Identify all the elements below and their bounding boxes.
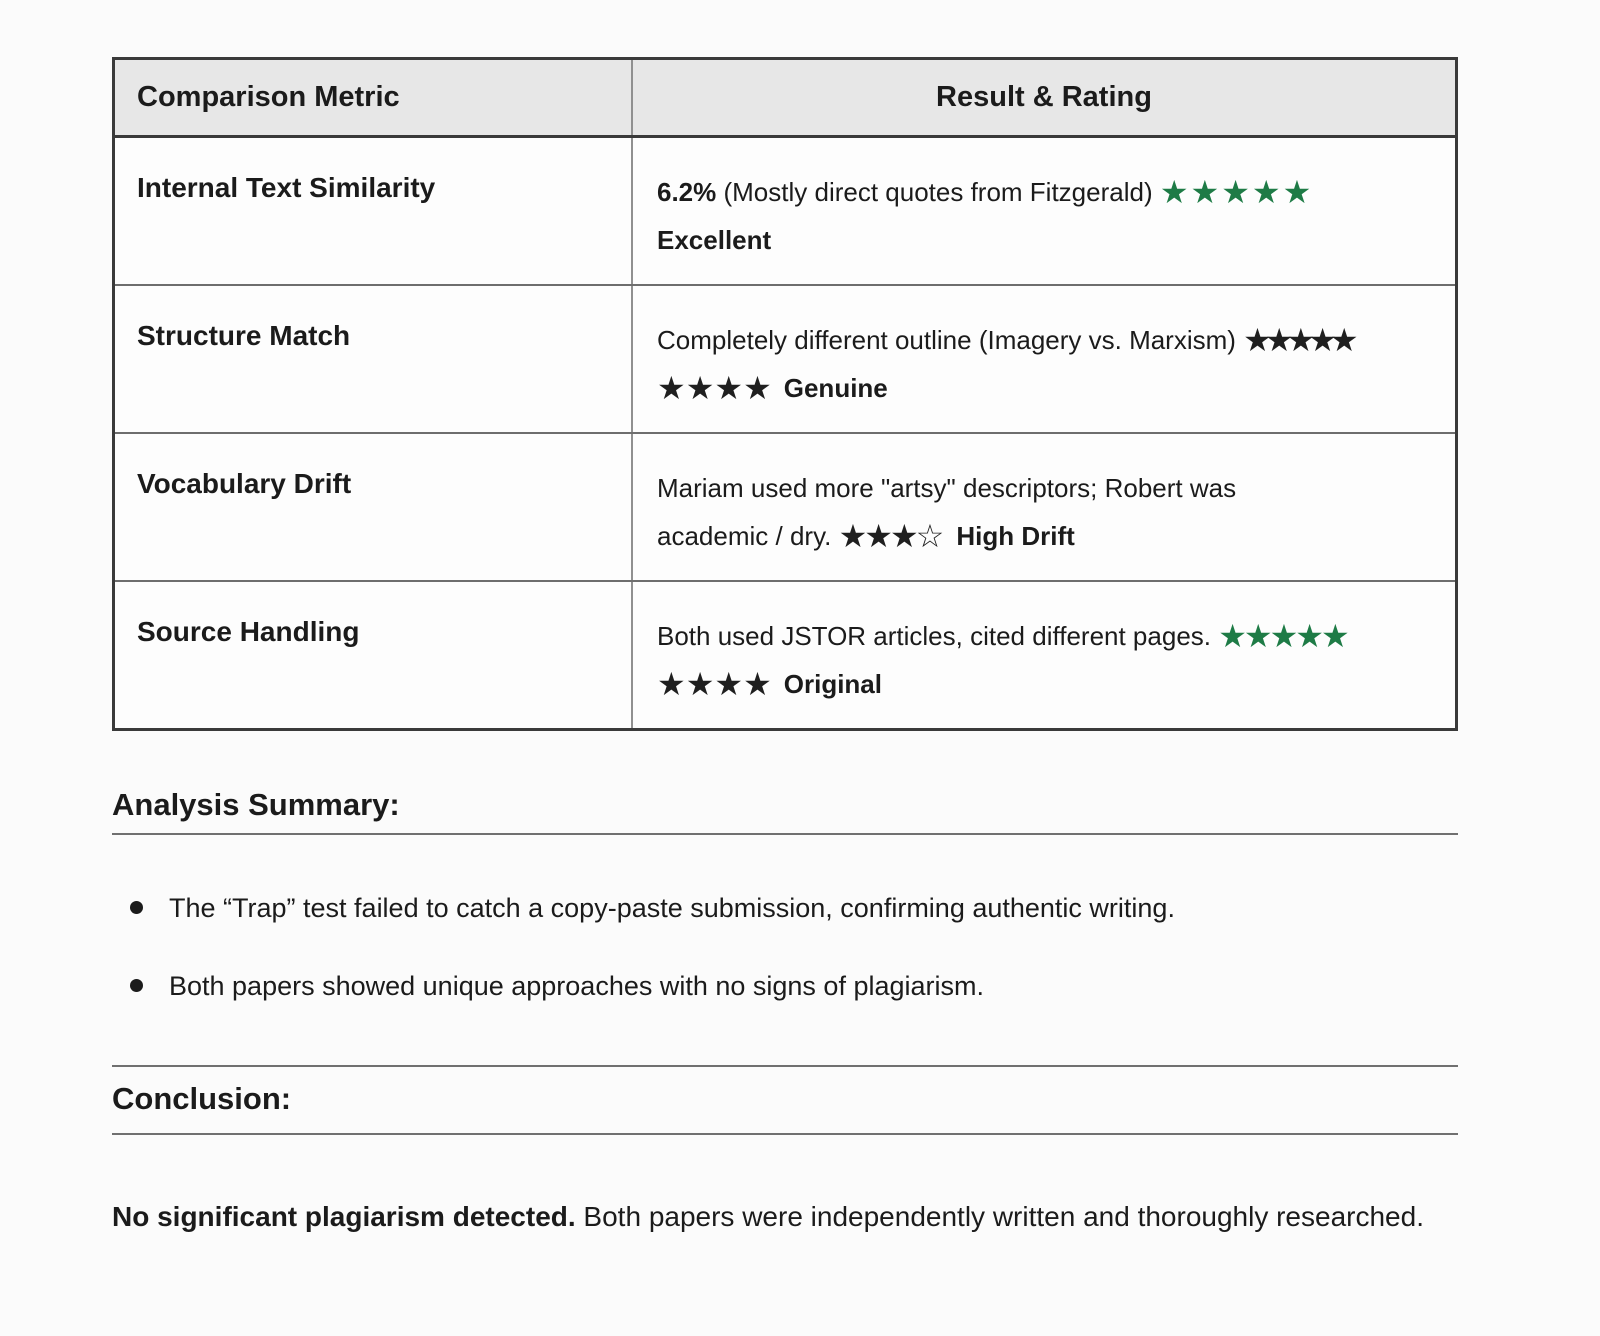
header-result-label: Result & Rating (936, 81, 1152, 113)
five-star-green-rating-icon: ★★★★★ (1159, 174, 1314, 210)
result-line-1 (657, 322, 1359, 358)
header-metric-label: Comparison Metric (137, 81, 400, 113)
bullet-dot-icon (130, 901, 143, 914)
conclusion-heading: Conclusion: (112, 1065, 1458, 1135)
result-cell (633, 582, 1455, 728)
header-cell-result (633, 81, 1455, 114)
result-text: (Mostly direct quotes from Fitzgerald) (716, 177, 1160, 207)
metric-cell: Source Handling (115, 582, 633, 728)
analysis-bullet-list (112, 891, 1458, 1003)
bullet-text: Both papers showed unique approaches with no signs of plagiarism. (169, 971, 984, 1001)
result-text: Both used JSTOR articles, cited different pages. (657, 621, 1219, 651)
metric-cell: Structure Match (115, 286, 633, 432)
table-row-structure-match (115, 286, 1455, 434)
three-and-half-star-rating-icon: ★★★☆ (838, 518, 942, 554)
table-row-internal-text-similarity (115, 138, 1455, 286)
result-cell (633, 286, 1455, 432)
result-cell (633, 138, 1455, 284)
result-text-continued: academic / dry. (657, 521, 839, 551)
report-page (112, 0, 1458, 1244)
result-cell (633, 434, 1455, 580)
result-line-1 (657, 174, 1314, 210)
comparison-table (112, 57, 1458, 731)
result-text: Mariam used more "artsy" descriptors; Robert was (657, 473, 1237, 503)
bullet-dot-icon (130, 979, 143, 992)
rating-label: Original (783, 669, 882, 699)
result-text: Completely different outline (Imagery vs. Marxism) (657, 325, 1244, 355)
conclusion-detail: Both papers were independently written and thoroughly researched. (575, 1201, 1424, 1232)
rating-label: High Drift (956, 521, 1075, 551)
result-line-1 (657, 473, 1236, 503)
metric-cell: Vocabulary Drift (115, 434, 633, 580)
table-row-vocabulary-drift (115, 434, 1455, 582)
bullet-item (112, 969, 1458, 1003)
conclusion-verdict: No significant plagiarism detected. (112, 1201, 576, 1232)
four-star-black-rating-icon: ★★★★ (657, 666, 772, 702)
table-row-source-handling (115, 582, 1455, 728)
five-star-black-rating-icon: ★★★★★ (1243, 322, 1352, 358)
bullet-text: The “Trap” test failed to catch a copy-paste submission, confirming authentic writing. (169, 893, 1175, 923)
header-cell-metric (115, 60, 633, 135)
conclusion-paragraph (112, 1189, 1452, 1244)
rating-label: Genuine (783, 373, 888, 403)
result-line-1 (657, 618, 1350, 654)
result-value: 6.2% (657, 177, 717, 207)
four-star-black-rating-icon: ★★★★ (657, 370, 772, 406)
metric-cell: Internal Text Similarity (115, 138, 633, 284)
table-header-row (115, 60, 1455, 138)
five-star-green-rating-icon: ★★★★★ (1218, 618, 1347, 654)
analysis-summary-heading: Analysis Summary: (112, 787, 1458, 835)
rating-label: Excellent (657, 225, 772, 255)
bullet-item (112, 891, 1458, 925)
